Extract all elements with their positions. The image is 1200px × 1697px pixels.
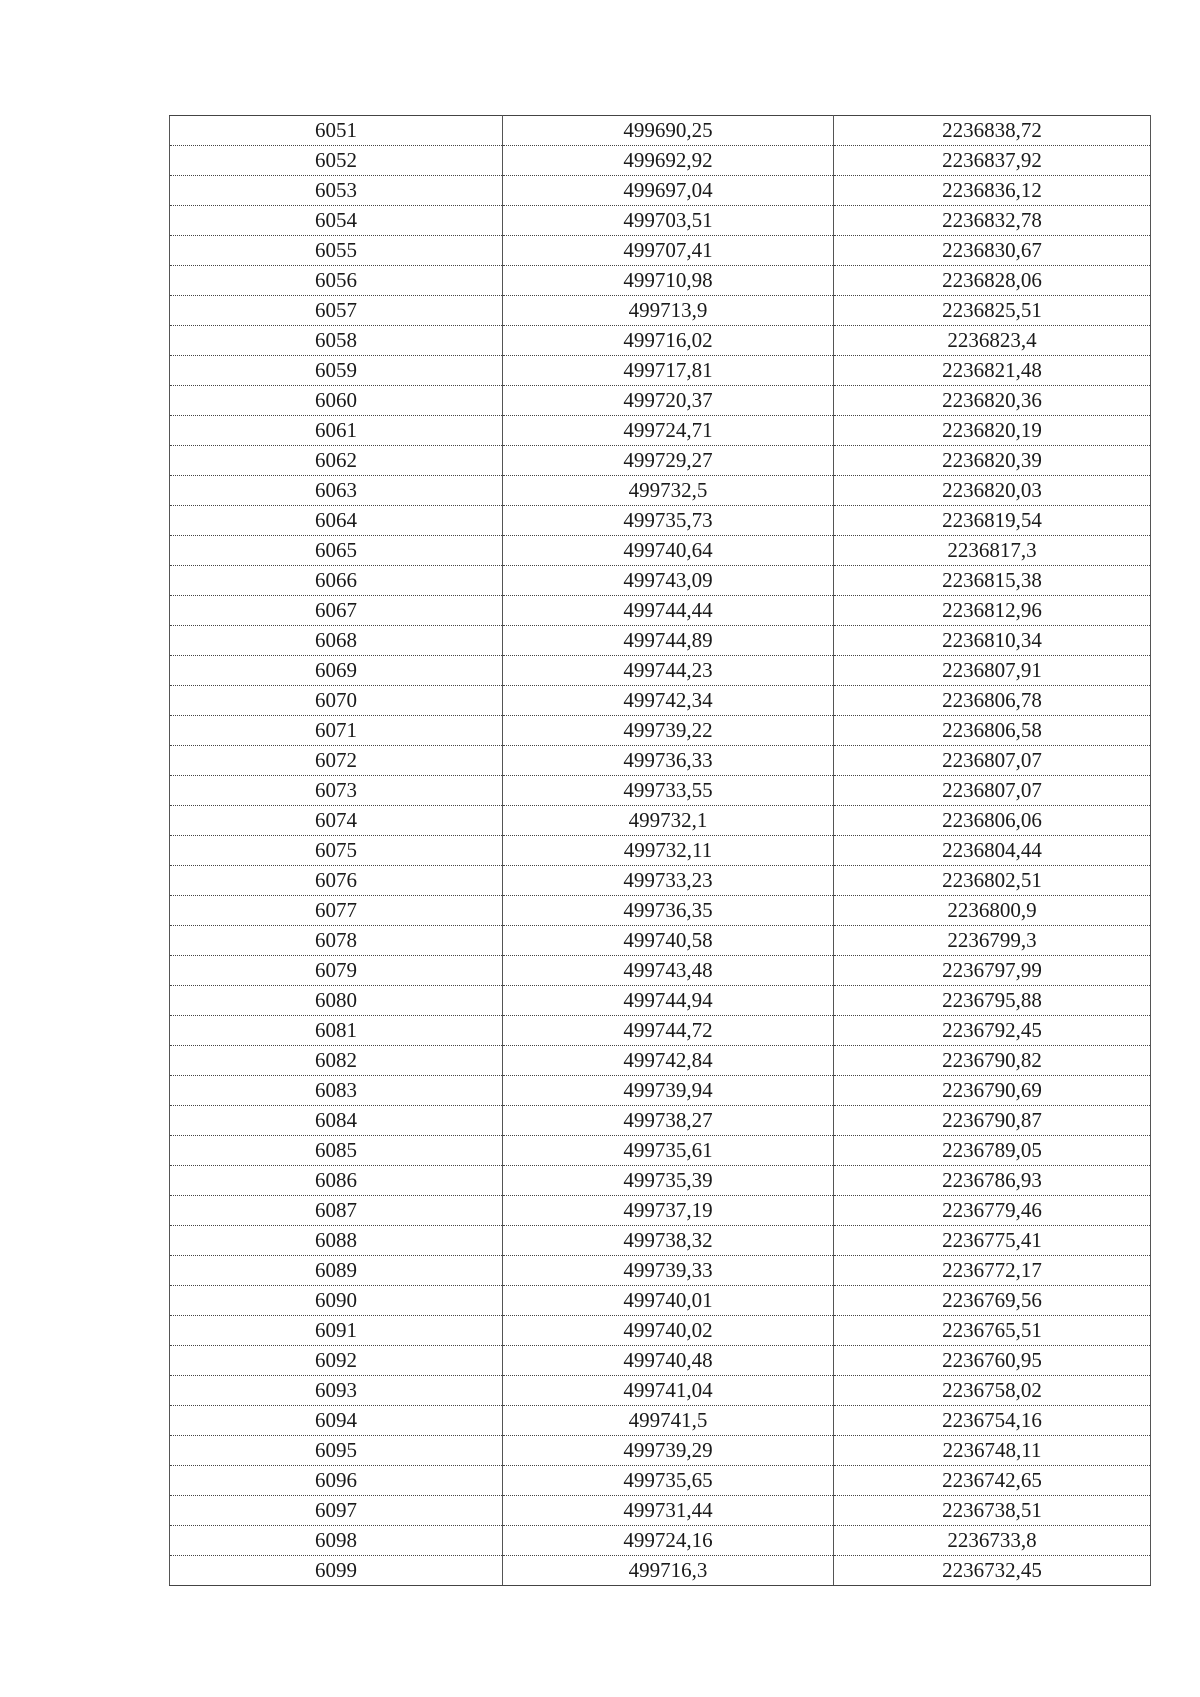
point-number-cell: 6074 bbox=[170, 806, 503, 836]
point-number-cell: 6094 bbox=[170, 1406, 503, 1436]
y-coordinate-cell: 2236754,16 bbox=[834, 1406, 1151, 1436]
x-coordinate-cell: 499744,89 bbox=[503, 626, 834, 656]
table-row bbox=[170, 476, 1151, 506]
x-coordinate-cell: 499731,44 bbox=[503, 1496, 834, 1526]
x-coordinate-cell: 499744,72 bbox=[503, 1016, 834, 1046]
point-number-cell: 6090 bbox=[170, 1286, 503, 1316]
table-row bbox=[170, 1496, 1151, 1526]
y-coordinate-cell: 2236799,3 bbox=[834, 926, 1151, 956]
x-coordinate-cell: 499707,41 bbox=[503, 236, 834, 266]
table-row bbox=[170, 296, 1151, 326]
x-coordinate-cell: 499735,39 bbox=[503, 1166, 834, 1196]
point-number-cell: 6077 bbox=[170, 896, 503, 926]
y-coordinate-cell: 2236819,54 bbox=[834, 506, 1151, 536]
table-row bbox=[170, 506, 1151, 536]
table-row bbox=[170, 116, 1151, 146]
point-number-cell: 6057 bbox=[170, 296, 503, 326]
y-coordinate-cell: 2236838,72 bbox=[834, 116, 1151, 146]
y-coordinate-cell: 2236802,51 bbox=[834, 866, 1151, 896]
x-coordinate-cell: 499739,29 bbox=[503, 1436, 834, 1466]
y-coordinate-cell: 2236769,56 bbox=[834, 1286, 1151, 1316]
y-coordinate-cell: 2236733,8 bbox=[834, 1526, 1151, 1556]
y-coordinate-cell: 2236772,17 bbox=[834, 1256, 1151, 1286]
x-coordinate-cell: 499739,33 bbox=[503, 1256, 834, 1286]
x-coordinate-cell: 499732,11 bbox=[503, 836, 834, 866]
x-coordinate-cell: 499703,51 bbox=[503, 206, 834, 236]
x-coordinate-cell: 499741,5 bbox=[503, 1406, 834, 1436]
point-number-cell: 6059 bbox=[170, 356, 503, 386]
table-row bbox=[170, 836, 1151, 866]
point-number-cell: 6051 bbox=[170, 116, 503, 146]
point-number-cell: 6061 bbox=[170, 416, 503, 446]
table-row bbox=[170, 386, 1151, 416]
x-coordinate-cell: 499724,71 bbox=[503, 416, 834, 446]
y-coordinate-cell: 2236800,9 bbox=[834, 896, 1151, 926]
y-coordinate-cell: 2236825,51 bbox=[834, 296, 1151, 326]
x-coordinate-cell: 499740,48 bbox=[503, 1346, 834, 1376]
table-row bbox=[170, 1316, 1151, 1346]
y-coordinate-cell: 2236806,06 bbox=[834, 806, 1151, 836]
y-coordinate-cell: 2236786,93 bbox=[834, 1166, 1151, 1196]
y-coordinate-cell: 2236823,4 bbox=[834, 326, 1151, 356]
point-number-cell: 6065 bbox=[170, 536, 503, 566]
x-coordinate-cell: 499729,27 bbox=[503, 446, 834, 476]
table-row bbox=[170, 206, 1151, 236]
point-number-cell: 6086 bbox=[170, 1166, 503, 1196]
point-number-cell: 6052 bbox=[170, 146, 503, 176]
x-coordinate-cell: 499738,27 bbox=[503, 1106, 834, 1136]
point-number-cell: 6097 bbox=[170, 1496, 503, 1526]
point-number-cell: 6088 bbox=[170, 1226, 503, 1256]
point-number-cell: 6078 bbox=[170, 926, 503, 956]
x-coordinate-cell: 499717,81 bbox=[503, 356, 834, 386]
table-row bbox=[170, 566, 1151, 596]
y-coordinate-cell: 2236758,02 bbox=[834, 1376, 1151, 1406]
point-number-cell: 6066 bbox=[170, 566, 503, 596]
x-coordinate-cell: 499735,73 bbox=[503, 506, 834, 536]
table-row bbox=[170, 956, 1151, 986]
x-coordinate-cell: 499742,34 bbox=[503, 686, 834, 716]
point-number-cell: 6076 bbox=[170, 866, 503, 896]
x-coordinate-cell: 499713,9 bbox=[503, 296, 834, 326]
table-row bbox=[170, 656, 1151, 686]
table-row bbox=[170, 1256, 1151, 1286]
table-row bbox=[170, 1556, 1151, 1586]
point-number-cell: 6072 bbox=[170, 746, 503, 776]
y-coordinate-cell: 2236790,87 bbox=[834, 1106, 1151, 1136]
point-number-cell: 6073 bbox=[170, 776, 503, 806]
point-number-cell: 6053 bbox=[170, 176, 503, 206]
table-row bbox=[170, 176, 1151, 206]
point-number-cell: 6058 bbox=[170, 326, 503, 356]
y-coordinate-cell: 2236836,12 bbox=[834, 176, 1151, 206]
y-coordinate-cell: 2236832,78 bbox=[834, 206, 1151, 236]
table-row bbox=[170, 806, 1151, 836]
y-coordinate-cell: 2236789,05 bbox=[834, 1136, 1151, 1166]
point-number-cell: 6098 bbox=[170, 1526, 503, 1556]
x-coordinate-cell: 499736,33 bbox=[503, 746, 834, 776]
table-row bbox=[170, 236, 1151, 266]
table-row bbox=[170, 986, 1151, 1016]
point-number-cell: 6068 bbox=[170, 626, 503, 656]
point-number-cell: 6093 bbox=[170, 1376, 503, 1406]
y-coordinate-cell: 2236820,19 bbox=[834, 416, 1151, 446]
y-coordinate-cell: 2236804,44 bbox=[834, 836, 1151, 866]
table-row bbox=[170, 1196, 1151, 1226]
x-coordinate-cell: 499736,35 bbox=[503, 896, 834, 926]
y-coordinate-cell: 2236807,07 bbox=[834, 776, 1151, 806]
x-coordinate-cell: 499732,5 bbox=[503, 476, 834, 506]
x-coordinate-cell: 499739,22 bbox=[503, 716, 834, 746]
x-coordinate-cell: 499740,58 bbox=[503, 926, 834, 956]
x-coordinate-cell: 499697,04 bbox=[503, 176, 834, 206]
y-coordinate-cell: 2236806,58 bbox=[834, 716, 1151, 746]
table-row bbox=[170, 896, 1151, 926]
y-coordinate-cell: 2236792,45 bbox=[834, 1016, 1151, 1046]
point-number-cell: 6071 bbox=[170, 716, 503, 746]
point-number-cell: 6083 bbox=[170, 1076, 503, 1106]
point-number-cell: 6062 bbox=[170, 446, 503, 476]
y-coordinate-cell: 2236828,06 bbox=[834, 266, 1151, 296]
x-coordinate-cell: 499742,84 bbox=[503, 1046, 834, 1076]
point-number-cell: 6054 bbox=[170, 206, 503, 236]
table-row bbox=[170, 866, 1151, 896]
table-row bbox=[170, 266, 1151, 296]
x-coordinate-cell: 499733,55 bbox=[503, 776, 834, 806]
table-row bbox=[170, 1136, 1151, 1166]
y-coordinate-cell: 2236806,78 bbox=[834, 686, 1151, 716]
x-coordinate-cell: 499740,02 bbox=[503, 1316, 834, 1346]
table-row bbox=[170, 626, 1151, 656]
y-coordinate-cell: 2236812,96 bbox=[834, 596, 1151, 626]
table-row bbox=[170, 326, 1151, 356]
x-coordinate-cell: 499724,16 bbox=[503, 1526, 834, 1556]
x-coordinate-cell: 499743,48 bbox=[503, 956, 834, 986]
y-coordinate-cell: 2236748,11 bbox=[834, 1436, 1151, 1466]
table-row bbox=[170, 686, 1151, 716]
x-coordinate-cell: 499720,37 bbox=[503, 386, 834, 416]
x-coordinate-cell: 499716,3 bbox=[503, 1556, 834, 1586]
point-number-cell: 6064 bbox=[170, 506, 503, 536]
table-row bbox=[170, 776, 1151, 806]
table-row bbox=[170, 596, 1151, 626]
x-coordinate-cell: 499733,23 bbox=[503, 866, 834, 896]
table-row bbox=[170, 446, 1151, 476]
table-row bbox=[170, 1286, 1151, 1316]
y-coordinate-cell: 2236820,39 bbox=[834, 446, 1151, 476]
y-coordinate-cell: 2236738,51 bbox=[834, 1496, 1151, 1526]
y-coordinate-cell: 2236795,88 bbox=[834, 986, 1151, 1016]
x-coordinate-cell: 499716,02 bbox=[503, 326, 834, 356]
y-coordinate-cell: 2236820,36 bbox=[834, 386, 1151, 416]
y-coordinate-cell: 2236779,46 bbox=[834, 1196, 1151, 1226]
point-number-cell: 6067 bbox=[170, 596, 503, 626]
x-coordinate-cell: 499744,94 bbox=[503, 986, 834, 1016]
point-number-cell: 6056 bbox=[170, 266, 503, 296]
table-row bbox=[170, 1466, 1151, 1496]
x-coordinate-cell: 499735,65 bbox=[503, 1466, 834, 1496]
y-coordinate-cell: 2236732,45 bbox=[834, 1556, 1151, 1586]
point-number-cell: 6075 bbox=[170, 836, 503, 866]
x-coordinate-cell: 499735,61 bbox=[503, 1136, 834, 1166]
y-coordinate-cell: 2236765,51 bbox=[834, 1316, 1151, 1346]
table-row bbox=[170, 1526, 1151, 1556]
table-row bbox=[170, 1436, 1151, 1466]
x-coordinate-cell: 499690,25 bbox=[503, 116, 834, 146]
y-coordinate-cell: 2236775,41 bbox=[834, 1226, 1151, 1256]
table-row bbox=[170, 1076, 1151, 1106]
table-row bbox=[170, 1376, 1151, 1406]
table-row bbox=[170, 746, 1151, 776]
y-coordinate-cell: 2236790,69 bbox=[834, 1076, 1151, 1106]
table-row bbox=[170, 536, 1151, 566]
point-number-cell: 6060 bbox=[170, 386, 503, 416]
table-row bbox=[170, 1406, 1151, 1436]
point-number-cell: 6079 bbox=[170, 956, 503, 986]
point-number-cell: 6089 bbox=[170, 1256, 503, 1286]
x-coordinate-cell: 499740,01 bbox=[503, 1286, 834, 1316]
coordinates-table bbox=[169, 115, 1151, 1586]
point-number-cell: 6070 bbox=[170, 686, 503, 716]
x-coordinate-cell: 499737,19 bbox=[503, 1196, 834, 1226]
x-coordinate-cell: 499740,64 bbox=[503, 536, 834, 566]
y-coordinate-cell: 2236807,91 bbox=[834, 656, 1151, 686]
y-coordinate-cell: 2236817,3 bbox=[834, 536, 1151, 566]
point-number-cell: 6092 bbox=[170, 1346, 503, 1376]
point-number-cell: 6085 bbox=[170, 1136, 503, 1166]
table-row bbox=[170, 716, 1151, 746]
point-number-cell: 6095 bbox=[170, 1436, 503, 1466]
table-row bbox=[170, 1106, 1151, 1136]
point-number-cell: 6087 bbox=[170, 1196, 503, 1226]
table-row bbox=[170, 1046, 1151, 1076]
y-coordinate-cell: 2236742,65 bbox=[834, 1466, 1151, 1496]
x-coordinate-cell: 499710,98 bbox=[503, 266, 834, 296]
table-row bbox=[170, 1166, 1151, 1196]
x-coordinate-cell: 499692,92 bbox=[503, 146, 834, 176]
table-row bbox=[170, 1016, 1151, 1046]
y-coordinate-cell: 2236830,67 bbox=[834, 236, 1151, 266]
point-number-cell: 6082 bbox=[170, 1046, 503, 1076]
y-coordinate-cell: 2236820,03 bbox=[834, 476, 1151, 506]
x-coordinate-cell: 499739,94 bbox=[503, 1076, 834, 1106]
y-coordinate-cell: 2236797,99 bbox=[834, 956, 1151, 986]
coordinates-table-body bbox=[170, 116, 1151, 1586]
x-coordinate-cell: 499738,32 bbox=[503, 1226, 834, 1256]
x-coordinate-cell: 499732,1 bbox=[503, 806, 834, 836]
point-number-cell: 6055 bbox=[170, 236, 503, 266]
table-row bbox=[170, 1346, 1151, 1376]
y-coordinate-cell: 2236760,95 bbox=[834, 1346, 1151, 1376]
table-row bbox=[170, 356, 1151, 386]
point-number-cell: 6080 bbox=[170, 986, 503, 1016]
y-coordinate-cell: 2236837,92 bbox=[834, 146, 1151, 176]
y-coordinate-cell: 2236815,38 bbox=[834, 566, 1151, 596]
x-coordinate-cell: 499744,44 bbox=[503, 596, 834, 626]
point-number-cell: 6063 bbox=[170, 476, 503, 506]
point-number-cell: 6081 bbox=[170, 1016, 503, 1046]
table-row bbox=[170, 1226, 1151, 1256]
table-row bbox=[170, 926, 1151, 956]
y-coordinate-cell: 2236821,48 bbox=[834, 356, 1151, 386]
point-number-cell: 6099 bbox=[170, 1556, 503, 1586]
y-coordinate-cell: 2236790,82 bbox=[834, 1046, 1151, 1076]
y-coordinate-cell: 2236807,07 bbox=[834, 746, 1151, 776]
y-coordinate-cell: 2236810,34 bbox=[834, 626, 1151, 656]
x-coordinate-cell: 499741,04 bbox=[503, 1376, 834, 1406]
table-row bbox=[170, 146, 1151, 176]
point-number-cell: 6091 bbox=[170, 1316, 503, 1346]
point-number-cell: 6069 bbox=[170, 656, 503, 686]
point-number-cell: 6084 bbox=[170, 1106, 503, 1136]
x-coordinate-cell: 499743,09 bbox=[503, 566, 834, 596]
point-number-cell: 6096 bbox=[170, 1466, 503, 1496]
table-row bbox=[170, 416, 1151, 446]
x-coordinate-cell: 499744,23 bbox=[503, 656, 834, 686]
